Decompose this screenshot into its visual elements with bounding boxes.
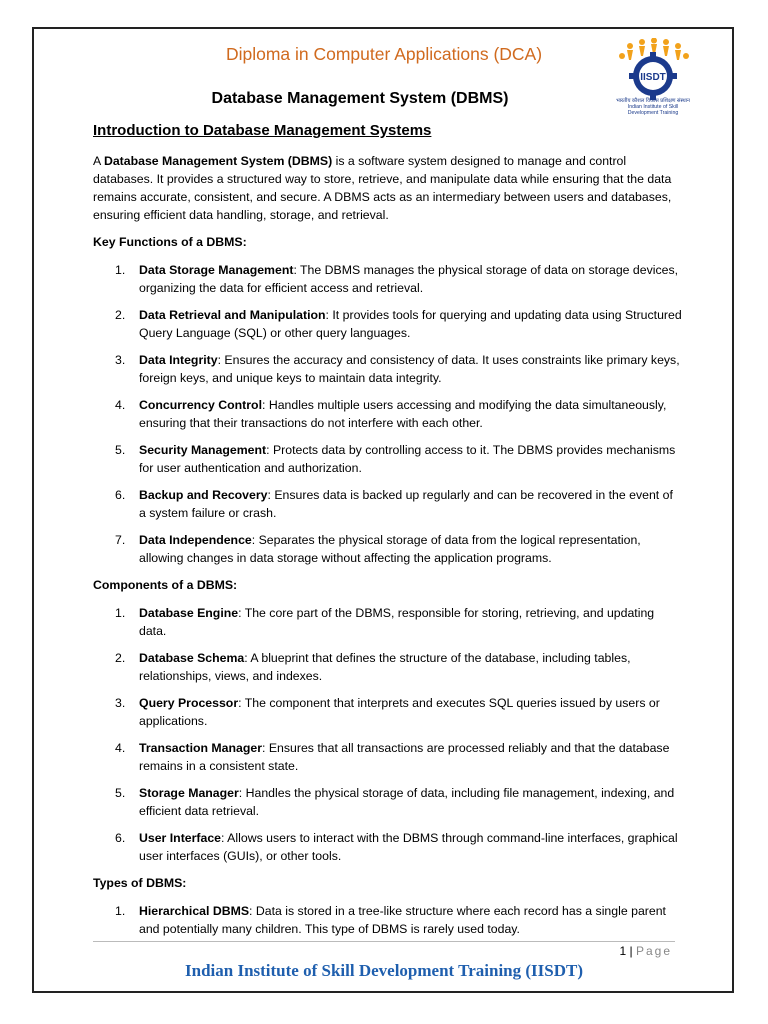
list-item: 7. Data Independence: Separates the physical storage of data from the logical representation, allowing changes in data storage without affecting the application programs. [115, 533, 641, 565]
logo-hindi-name: भारतीय कौशल विकास प्रशिक्षण संस्थान [616, 98, 690, 104]
types-list [93, 902, 683, 938]
intro-heading: Introduction to Database Management Systems [93, 122, 432, 139]
document-body [93, 152, 683, 947]
list-item: 5. Security Management: Protects data by controlling access to it. The DBMS provides mechanisms for user authentication and authorization. [115, 443, 676, 475]
intro-term: Database Management System (DBMS) [103, 154, 333, 168]
list-item: 3. Query Processor: The component that interprets and executes SQL queries issued by users or applications. [115, 696, 660, 728]
page-label: Page [635, 944, 672, 958]
section-heading-types: Types of DBMS: [93, 876, 187, 890]
intro-paragraph: A Database Management System (DBMS) is a software system designed to manage and control databases. It provides a structured way to store, retrieve, and manipulate data while ensuring that the data remains accurate, consistent, and secure. A DBMS acts as an intermediary between users and databases, ensuring efficient data handling, storage, and retrieval. [93, 154, 672, 222]
list-item: 1. Database Engine: The core part of the DBMS, responsible for storing, retrieving, and updating data. [115, 606, 655, 638]
list-item: 3. Data Integrity: Ensures the accuracy and consistency of data. It uses constraints like primary keys, foreign keys, and unique keys to maintain data integrity. [115, 353, 680, 385]
key-functions-list [93, 261, 683, 567]
list-item: 6. User Interface: Allows users to interact with the DBMS through command-line interfaces, graphical user interfaces (GUIs), or other tools. [115, 831, 678, 863]
course-title: Diploma in Computer Applications (DCA) [225, 44, 543, 64]
list-item: 1. Hierarchical DBMS: Data is stored in a tree-like structure where each record has a single parent and potentially many children. This type of DBMS is rarely used today. [115, 904, 666, 936]
section-heading-components: Components of a DBMS: [93, 578, 238, 592]
page-number: 1 | Page [619, 944, 672, 958]
list-item: 4. Concurrency Control: Handles multiple users accessing and modifying the data simultaneously, ensuring that their transactions do not interfere with each other. [115, 398, 667, 430]
list-item: 2. Data Retrieval and Manipulation: It provides tools for querying and updating data using Structured Query Language (SQL) or other query languages. [115, 308, 682, 340]
list-item: 2. Database Schema: A blueprint that defines the structure of the database, including tables, relationships, views, and indexes. [115, 651, 631, 683]
list-item: 5. Storage Manager: Handles the physical storage of data, including file management, indexing, and efficient data retrieval. [115, 786, 675, 818]
document-title: Database Management System (DBMS) [211, 90, 509, 107]
section-heading-key-functions: Key Functions of a DBMS: [93, 235, 247, 249]
list-item: 4. Transaction Manager: Ensures that all transactions are processed reliably and that the database remains in a consistent state. [115, 741, 670, 773]
components-list [93, 604, 683, 865]
footer-divider [93, 941, 675, 942]
list-item: 6. Backup and Recovery: Ensures data is backed up regularly and can be recovered in the event of a system failure or crash. [115, 488, 673, 520]
logo-english-name: Indian Institute of Skill Development Training [627, 104, 679, 116]
list-item: 1. Data Storage Management: The DBMS manages the physical storage of data on storage devices, organizing the data for efficient access and retrieval. [115, 263, 679, 295]
institute-name: Indian Institute of Skill Development Training (IISDT) [185, 961, 583, 980]
logo-abbr: IISDT [640, 72, 666, 83]
